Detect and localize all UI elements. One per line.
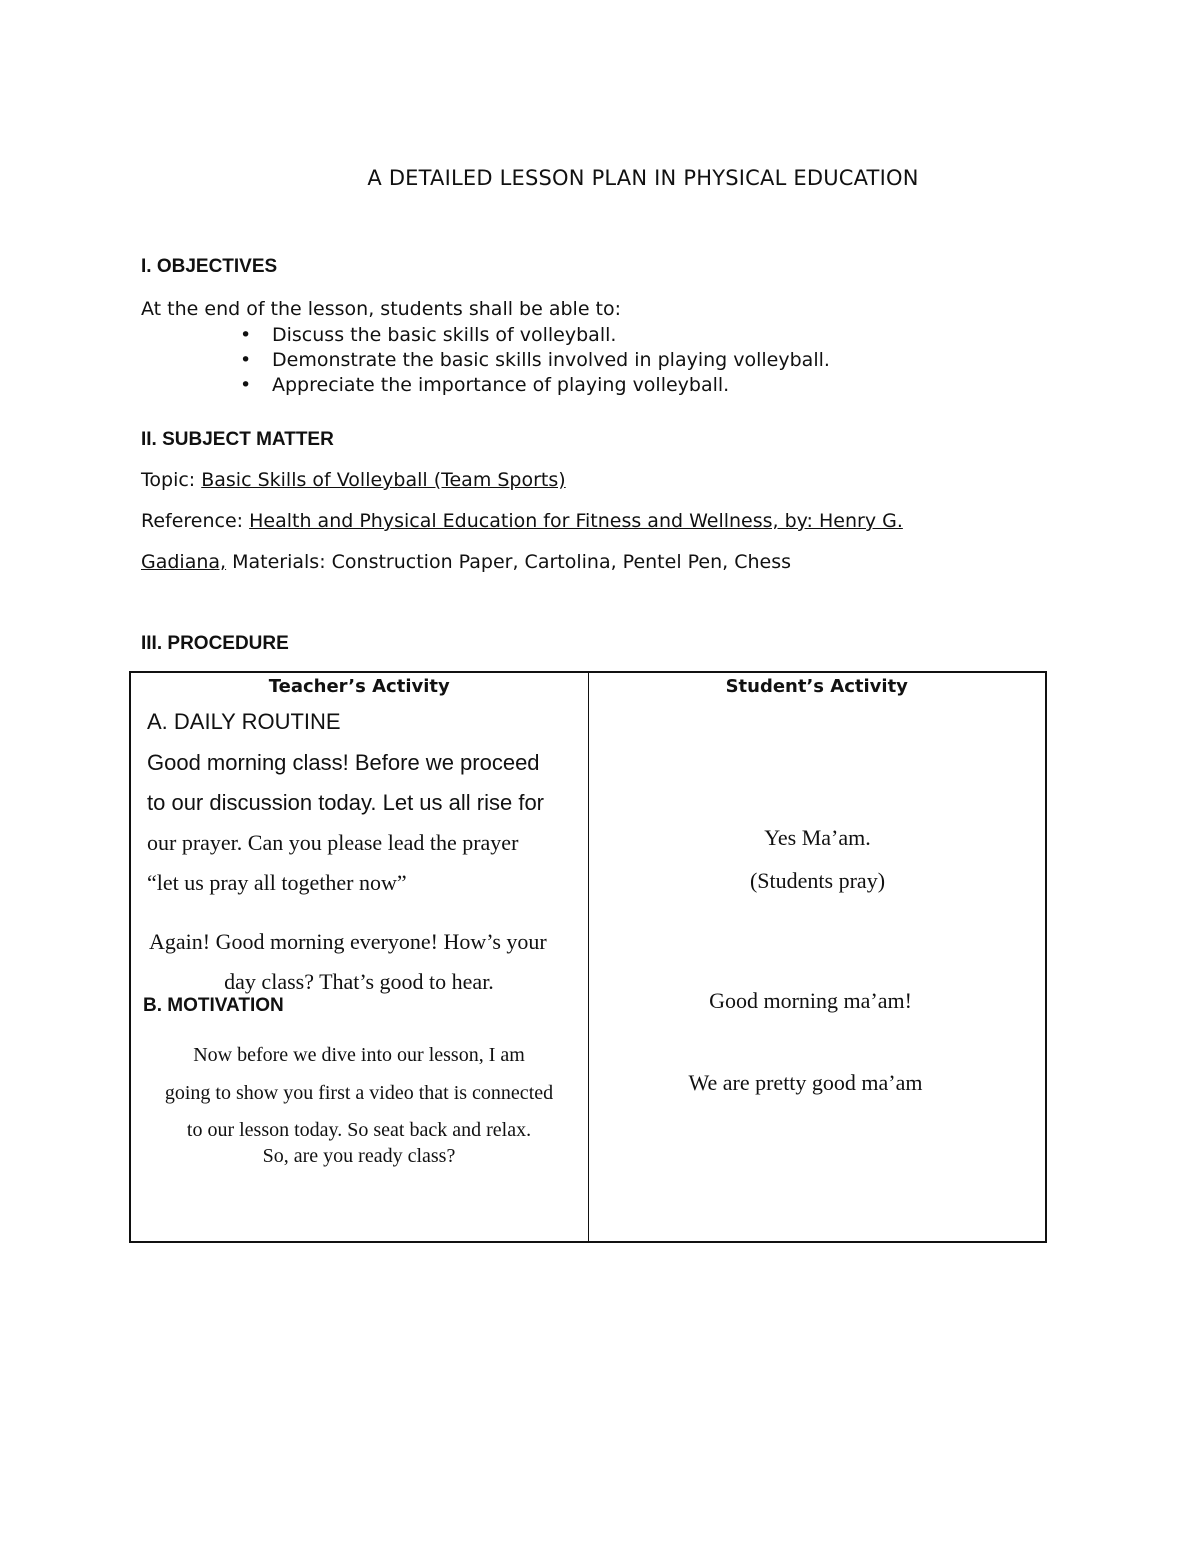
objectives-heading: I. OBJECTIVES (141, 256, 278, 277)
objective-item: • Appreciate the importance of playing volleyball. (240, 373, 830, 398)
reference-label: Reference: (141, 510, 250, 532)
teacher-line: to our discussion today. Let us all rise for (147, 790, 545, 815)
teacher-column (130, 672, 588, 1242)
reference-line (141, 510, 903, 532)
motivation-line: to our lesson today. So seat back and relax. (186, 1119, 532, 1141)
teacher-line: day class? That’s good to hear. (224, 969, 494, 994)
objectives-list (240, 323, 830, 398)
materials-text: Materials: Construction Paper, Cartolina, Pentel Pen, Chess (226, 551, 792, 573)
student-line: Yes Ma’am. (764, 825, 871, 850)
motivation-heading: B. MOTIVATION (143, 995, 284, 1016)
motivation-line: Now before we dive into our lesson, I am (193, 1044, 525, 1066)
subject-matter-heading: II. SUBJECT MATTER (141, 429, 334, 450)
student-activity-header: Student’s Activity (725, 676, 908, 697)
student-line: We are pretty good ma’am (688, 1070, 923, 1095)
topic-line (141, 469, 566, 491)
teacher-activity-header: Teacher’s Activity (268, 676, 450, 697)
teacher-line: “let us pray all together now” (147, 870, 407, 895)
motivation-line: So, are you ready class? (262, 1145, 456, 1167)
objectives-intro: At the end of the lesson, students shall be able to: (141, 298, 622, 320)
daily-routine-heading: A. DAILY ROUTINE (147, 709, 341, 734)
teacher-line: our prayer. Can you please lead the prayer (147, 830, 519, 855)
motivation-line: going to show you first a video that is connected (164, 1082, 554, 1104)
reference-value: Health and Physical Education for Fitness and Wellness, by: Henry G. (249, 510, 903, 532)
teacher-line: Good morning class! Before we proceed (147, 750, 540, 775)
materials-line (141, 551, 791, 573)
reference-value-cont: Gadiana, (141, 551, 227, 573)
objective-item: • Demonstrate the basic skills involved in playing volleyball. (240, 348, 830, 373)
page-title: A DETAILED LESSON PLAN IN PHYSICAL EDUCATION (367, 166, 919, 190)
student-column (588, 672, 1046, 1242)
procedure-table (129, 671, 1047, 1243)
objective-item: • Discuss the basic skills of volleyball. (240, 323, 830, 348)
student-line: Good morning ma’am! (709, 988, 912, 1013)
teacher-line: Again! Good morning everyone! How’s your (149, 929, 547, 954)
procedure-heading: III. PROCEDURE (141, 633, 289, 654)
topic-value: Basic Skills of Volleyball (Team Sports) (201, 469, 566, 491)
student-line: (Students pray) (749, 868, 886, 893)
topic-label: Topic: (141, 469, 202, 491)
